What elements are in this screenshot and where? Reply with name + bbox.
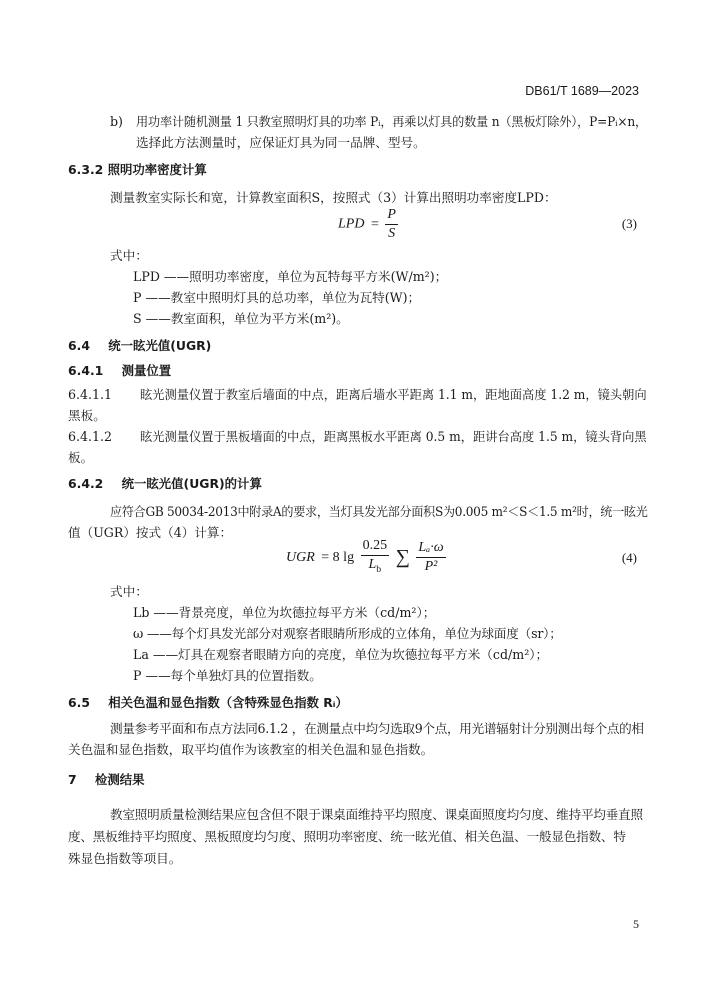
paragraph-line: 教室照明质量检测结果应包含但不限于课桌面维持平均照度、课桌面照度均匀度、维持平均垂直照 (110, 807, 643, 822)
page-number: 5 (633, 917, 639, 931)
section-number: 6.4.2 (68, 476, 104, 491)
paragraph-line: 用功率计随机测量 1 只教室照明灯具的功率 Pᵢ，再乘以灯具的数量 n（黑板灯除外），P=Pᵢ×n， (136, 114, 647, 129)
definition-line: P ——每个单独灯具的位置指数。 (133, 668, 322, 683)
section-title: 统一眩光值(UGR) (108, 338, 212, 353)
definition-line: LPD ——照明功率密度，单位为瓦特每平方米(W/m²)； (133, 269, 448, 284)
paragraph-line: 关色温和显色指数，取平均值作为该教室的相关色温和显色指数。 (68, 742, 434, 757)
definition-line: S ——教室面积，单位为平方米(m²)。 (133, 311, 349, 326)
formula-eq: = 8 lg (321, 550, 355, 566)
formula-number: (3) (621, 216, 637, 231)
section-heading (68, 361, 171, 381)
fraction-denominator (361, 556, 390, 579)
paragraph-line: 值（UGR）按式（4）计算： (68, 525, 233, 540)
section-heading (68, 770, 145, 790)
section-title: 检测结果 (94, 772, 145, 787)
definition-line: P ——教室中照明灯具的总功率，单位为瓦特(W)； (133, 290, 421, 305)
paragraph-line: 测量参考平面和布点方法同6.1.2 ，在测量点中均匀选取9个点，用光谱辐射计分别测出每个点的相 (110, 721, 644, 736)
section-heading (68, 693, 348, 713)
denominator-subscript: b (376, 563, 382, 575)
fraction-numerator: Lₐ·ω (416, 539, 445, 558)
definition-line: La ——灯具在观察者眼睛方向的亮度，单位为坎德拉每平方米（cd/m²）； (133, 647, 549, 662)
section-heading: 6.3.2 照明功率密度计算 (68, 162, 207, 177)
formula-fraction (385, 206, 398, 243)
fraction-numerator: P (385, 206, 398, 225)
definition-line: Lb ——背景亮度，单位为坎德拉每平方米（cd/m²）； (133, 605, 436, 620)
formula-fraction (361, 537, 390, 579)
section-title: 统一眩光值(UGR)的计算 (121, 476, 262, 491)
paragraph-line: 眩光测量仪置于教室后墙面的中点，距离后墙水平距离 1.1 m，距地面高度 1.2 m，镜头朝向 (140, 387, 647, 402)
where-label: 式中： (110, 584, 148, 599)
paragraph-line: 板。 (68, 450, 94, 465)
section-number: 7 (68, 772, 77, 787)
fraction-denominator: P² (424, 559, 438, 575)
paragraph-line: 度、黑板维持平均照度、黑板照度均匀度、照明功率密度、统一眩光值、相关色温、一般显色指数、特 (68, 829, 626, 844)
formula-number: (4) (621, 550, 637, 565)
formula-lhs: LPD (338, 216, 365, 232)
paragraph-line: 眩光测量仪置于黑板墙面的中点，距离黑板水平距离 0.5 m，距讲台高度 1.5 m，镜头背向黑 (140, 429, 647, 444)
section-heading (68, 474, 262, 494)
paragraph-line: 测量教室实际长和宽，计算教室面积S，按照式（3）计算出照明功率密度LPD： (110, 190, 557, 205)
paragraph-line: 殊显色指数等项目。 (68, 851, 182, 866)
formula-4 (286, 537, 446, 579)
where-label: 式中： (110, 248, 148, 263)
section-title: 相关色温和显色指数（含特殊显色指数 Rᵢ） (108, 695, 348, 710)
sum-symbol: ∑ (395, 546, 410, 569)
paragraph-line: 选择此方法测量时，应保证灯具为同一品牌、型号。 (136, 135, 426, 150)
formula-lhs: UGR (286, 550, 315, 566)
clause-number: 6.4.1.2 (68, 429, 113, 444)
clause-number: 6.4.1.1 (68, 387, 113, 402)
fraction-denominator: S (388, 226, 396, 241)
section-title: 测量位置 (121, 363, 172, 378)
section-number: 6.5 (68, 695, 90, 710)
paragraph-line: 黑板。 (68, 408, 106, 423)
section-heading (68, 336, 211, 356)
paragraph-line: 应符合GB 50034-2013中附录A的要求，当灯具发光部分面积S为0.005 m²＜S＜1.5 m²时，统一眩光 (110, 504, 648, 519)
doc-id: DB61/T 1689—2023 (525, 84, 639, 98)
formula-3 (338, 206, 398, 243)
section-number: 6.4.1 (68, 363, 104, 378)
list-marker: b) (110, 114, 123, 129)
formula-eq: = (370, 216, 379, 232)
formula-fraction (416, 539, 445, 576)
fraction-numerator: 0.25 (361, 537, 390, 556)
definition-line: ω ——每个灯具发光部分对观察者眼睛所形成的立体角，单位为球面度（sr）； (133, 626, 562, 641)
section-number: 6.4 (68, 338, 90, 353)
denominator-symbol: L (368, 557, 377, 572)
